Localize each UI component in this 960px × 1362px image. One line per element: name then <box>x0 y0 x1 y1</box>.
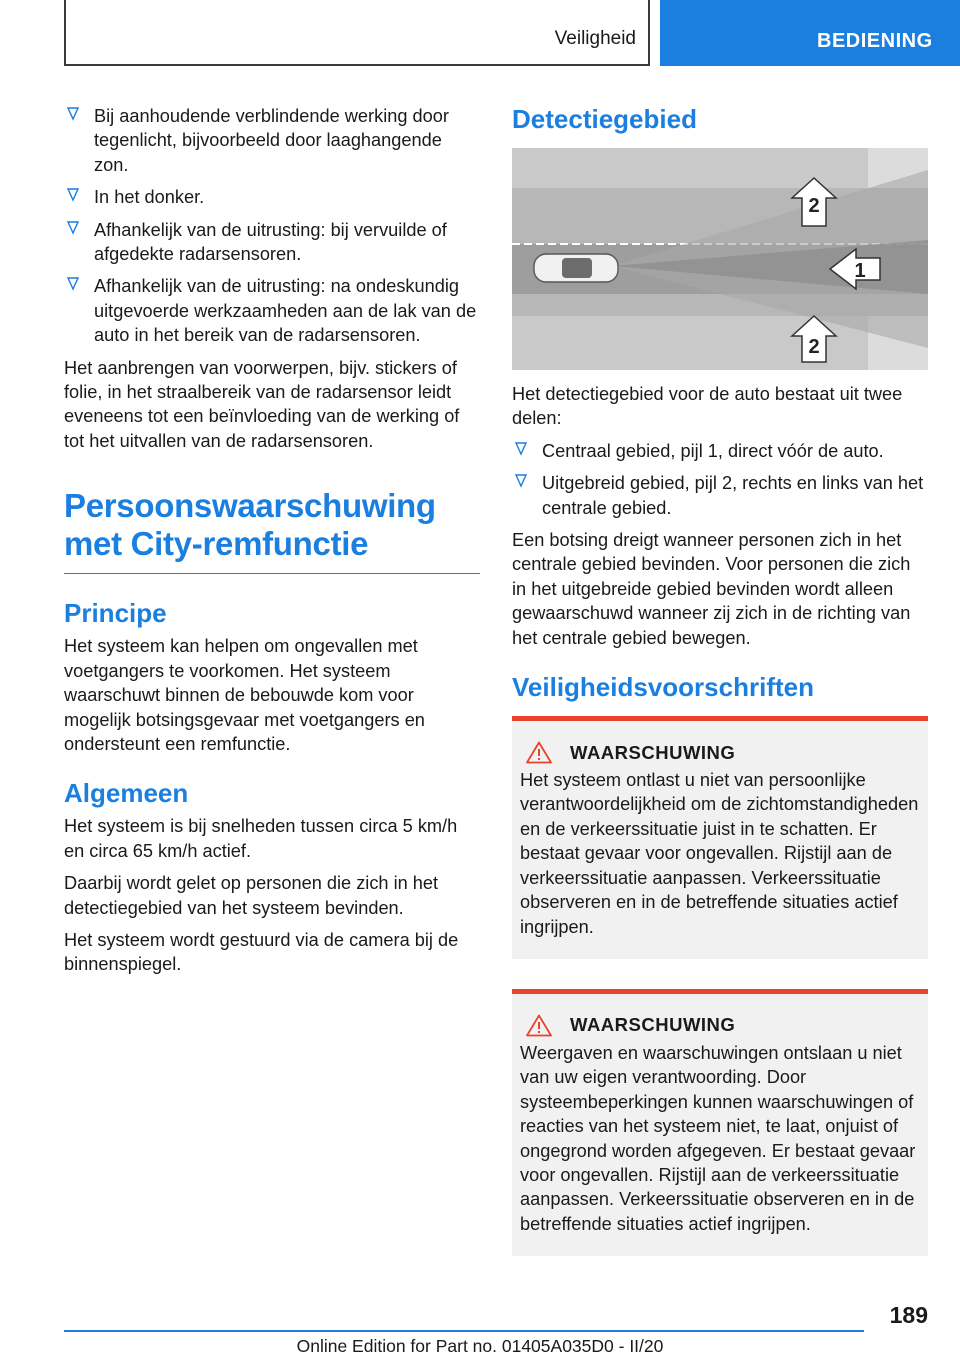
list-item <box>64 185 480 209</box>
detectie-heading: Detectiegebied <box>512 104 697 134</box>
list-item <box>512 471 928 520</box>
arrow-label: 2 <box>808 195 820 217</box>
footer-divider <box>64 1330 864 1332</box>
bullet-triangle-icon <box>67 107 79 121</box>
detectie-paragraph: Een botsing dreigt wanneer personen zich in het centrale gebied bevinden. Voor personen die zich in het uitgebreide gebied bevinden wordt alleen gewaarschuwd wanneer zij zich in de richting van het centrale gebied bewegen. <box>512 530 911 648</box>
main-heading: Persoonswaarschuwing met City-remfunctie <box>64 487 480 574</box>
list-item-text: Afhankelijk van de uitrusting: na ondeskundig uitgevoerde werkzaamheden aan de lak van de auto in het bereik van de radarsensoren. <box>94 276 477 346</box>
warning-title-row <box>520 1014 920 1037</box>
detectie-list <box>512 439 928 520</box>
bullet-triangle-icon <box>67 221 79 235</box>
bullet-triangle-icon <box>515 474 527 488</box>
warning-title: WAARSCHUWING <box>570 1014 736 1036</box>
list-item-text: Centraal gebied, pijl 1, direct vóór de auto. <box>542 440 884 461</box>
warning-text: Het systeem ontlast u niet van persoonlijke verantwoordelijkheid om de zichtomstandigheden en de verkeerssituatie juist in te schatten. Er bestaat gevaar voor ongevallen. Rijstijl aan de verkeerssituatie aanpassen. Verkeerssituatie observeren en in de betreffende situaties actief ingrijpen. <box>520 770 919 937</box>
list-item <box>64 274 480 347</box>
warning-title-row <box>520 741 920 764</box>
arrow-label: 2 <box>808 336 820 358</box>
conditions-list <box>64 104 480 348</box>
bullet-triangle-icon <box>515 442 527 456</box>
bullet-triangle-icon <box>67 277 79 291</box>
list-item <box>64 218 480 267</box>
algemeen-paragraph: Daarbij wordt gelet op personen die zich in het detectiegebied van het systeem bevinden. <box>64 873 439 918</box>
right-column <box>512 104 928 1256</box>
detectie-intro: Het detectiegebied voor de auto bestaat uit twee delen: <box>512 384 903 429</box>
algemeen-paragraph: Het systeem is bij snelheden tussen circa 5 km/h en circa 65 km/h actief. <box>64 816 458 861</box>
footer-edition: Online Edition for Part no. 01405A035D0 - II/20 <box>296 1336 664 1356</box>
header-section-title: Veiligheid <box>554 28 636 49</box>
bullet-triangle-icon <box>67 188 79 202</box>
list-item-text: Uitgebreid gebied, pijl 2, rechts en links van het centrale gebied. <box>542 473 924 518</box>
detection-area-illustration <box>512 148 928 370</box>
warning-title: WAARSCHUWING <box>570 741 736 763</box>
arrow-label: 1 <box>854 260 866 282</box>
algemeen-paragraph: Het systeem wordt gestuurd via de camera bij de binnenspiegel. <box>64 929 459 975</box>
warning-box <box>512 989 928 1256</box>
veiligheid-heading: Veiligheidsvoorschriften <box>512 672 814 703</box>
algemeen-heading: Algemeen <box>64 778 189 809</box>
page-number: 189 <box>889 1302 928 1328</box>
list-item-text: Afhankelijk van de uitrusting: bij vervuilde of afgedekte radarsensoren. <box>94 219 447 265</box>
warning-box <box>512 716 928 959</box>
warning-text: Weergaven en waarschuwingen ontslaan u niet van uw eigen verantwoording. Door systeembeperkingen kunnen waarschuwingen of reacties van het systeem niet, te laat, onjuist of ongegrond worden afgegeven. Er bestaat gevaar voor ongevallen. Rijstijl aan de verkeerssituatie aanpassen. Verkeerssituatie observeren en in de betreffende situaties actief ingrijpen. <box>520 1042 916 1234</box>
header-chapter-tab[interactable]: BEDIENING <box>660 0 960 66</box>
left-column <box>64 104 480 985</box>
list-item-text: In het donker. <box>94 187 205 208</box>
list-item <box>64 104 480 177</box>
principe-heading: Principe <box>64 598 167 629</box>
objects-paragraph: Het aanbrengen van voorwerpen, bijv. stickers of folie, in het straalbereik van de radarsensor leidt eveneens tot een beïnvloeding van de werking of tot het uitvallen van de radarsensoren. <box>64 357 460 451</box>
warning-triangle-icon <box>526 1014 552 1037</box>
list-item <box>512 439 928 463</box>
list-item-text: Bij aanhoudende verblindende werking door tegenlicht, bijvoorbeeld door laaghangende zon. <box>94 106 449 175</box>
warning-triangle-icon <box>526 741 552 764</box>
principe-paragraph: Het systeem kan helpen om ongevallen met voetgangers te voorkomen. Het systeem waarschuwt binnen de bebouwde kom voor mogelijk botsingsgevaar met voetgangers en ondersteunt een remfunctie. <box>64 636 425 754</box>
